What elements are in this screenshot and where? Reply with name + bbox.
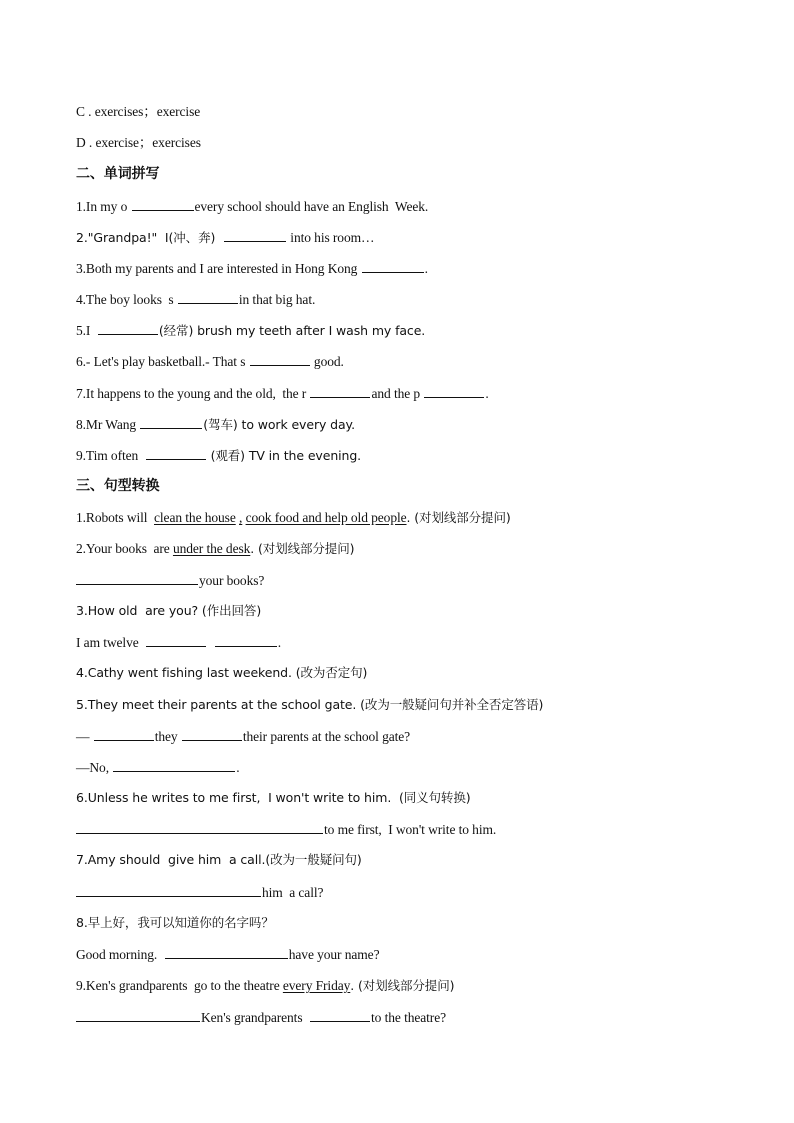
answer-blank[interactable] — [76, 883, 261, 897]
s2-question-5 — [76, 321, 425, 340]
answer-blank[interactable] — [250, 352, 310, 366]
s3q6-text: 6.Unless he writes to me first, I won't write to him. (同义句转换) — [76, 790, 471, 805]
s2q7-text-b: and the p — [371, 386, 424, 401]
s2q5-text-a: 5.I — [76, 323, 97, 338]
s2q1-text-b: every school should have an English Week. — [194, 199, 429, 214]
s3q1-underlined-1: clean the house — [154, 510, 236, 525]
answer-blank[interactable] — [146, 633, 206, 647]
s2q9-text-b: (观看) TV in the evening. — [206, 448, 362, 463]
s2q5-text-b: (经常) brush my teeth after I wash my face. — [158, 323, 426, 338]
s2-question-4 — [76, 290, 315, 309]
s3-question-5-answer-2 — [76, 758, 240, 777]
s2-question-8 — [76, 415, 355, 434]
s3q7-answer-text: him a call? — [262, 885, 324, 900]
answer-blank[interactable] — [362, 259, 424, 273]
s3-question-5 — [76, 696, 543, 714]
s2q8-text-b: (驾车) to work every day. — [203, 417, 355, 432]
s3q9-text-a: 9.Ken's grandparents go to the theatre — [76, 978, 283, 993]
s3q3-answer-text-b: . — [277, 635, 282, 650]
s3q7-text: 7.Amy should give him a call.(改为一般疑问句) — [76, 852, 362, 867]
s3-question-6-answer — [76, 820, 496, 839]
answer-blank[interactable] — [140, 415, 202, 429]
answer-blank[interactable] — [132, 197, 194, 211]
s3-question-4 — [76, 664, 367, 682]
s3-question-7 — [76, 851, 362, 869]
s3q1-text-a: 1.Robots will — [76, 510, 155, 525]
s2q4-text-b: in that big hat. — [238, 292, 316, 307]
s3q4-text: 4.Cathy went fishing last weekend. (改为否定句) — [76, 665, 368, 680]
s2-question-6 — [76, 352, 344, 371]
s3q5-text: 5.They meet their parents at the school gate. (改为一般疑问句并补全否定答语) — [76, 697, 544, 712]
option-d: D . exercise；exercises — [76, 135, 201, 150]
answer-blank[interactable] — [215, 633, 277, 647]
s3-question-1 — [76, 509, 511, 527]
s2q7-text-a: 7.It happens to the young and the old, the r — [76, 386, 310, 401]
s3-question-3-answer — [76, 633, 281, 652]
s3-question-9 — [76, 977, 454, 995]
s3-question-2 — [76, 540, 354, 558]
s3q2-text-b: . (对划线部分提问) — [250, 541, 355, 556]
answer-blank[interactable] — [224, 228, 286, 242]
answer-blank[interactable] — [182, 727, 242, 741]
s3-question-3 — [76, 602, 261, 620]
answer-blank[interactable] — [76, 1008, 200, 1022]
s3q8-answer-text-b: have your name? — [288, 947, 380, 962]
answer-blank[interactable] — [113, 758, 235, 772]
s3q9-underlined: every Friday — [282, 978, 351, 993]
section-2-title: 二、单词拼写 — [76, 166, 160, 182]
s2q3-text-b: . — [424, 261, 428, 276]
s3-question-8 — [76, 914, 274, 932]
s3-question-7-answer — [76, 883, 323, 902]
answer-blank[interactable] — [98, 321, 158, 335]
s3q9-answer-text-a: Ken's grandparents — [201, 1010, 310, 1025]
s3-question-2-answer — [76, 571, 264, 590]
s3q1-underlined-sep: , — [239, 510, 243, 525]
s2q2-text-a: 2."Grandpa!" I(冲、奔) — [76, 230, 224, 245]
s3q2-text-a: 2.Your books are — [76, 541, 173, 556]
s3q3-answer-text-a: I am twelve — [76, 635, 146, 650]
s3q5-text-c: their parents at the school gate? — [242, 729, 411, 744]
s2q8-text-a: 8.Mr Wang — [76, 417, 140, 432]
s2q3-text-a: 3.Both my parents and I are interested in Hong Kong — [76, 261, 361, 276]
s3q5-no: —No, — [76, 760, 113, 775]
s3q1-text-b: . (对划线部分提问) — [406, 510, 511, 525]
s3-question-9-answer — [76, 1008, 446, 1027]
s3q9-text-b: . (对划线部分提问) — [350, 978, 455, 993]
answer-blank[interactable] — [310, 384, 370, 398]
answer-blank[interactable] — [76, 571, 198, 585]
answer-blank[interactable] — [310, 1008, 370, 1022]
answer-blank[interactable] — [76, 820, 323, 834]
s3q1-underlined-2: cook food and help old people — [245, 510, 407, 525]
answer-blank[interactable] — [165, 945, 288, 959]
s2-question-9 — [76, 446, 361, 465]
s3q2-answer-text: your books? — [199, 573, 265, 588]
s2-question-3 — [76, 259, 428, 278]
s2q2-text-b: into his room… — [287, 230, 375, 245]
s3q5-dash: — — [76, 729, 93, 744]
s3-question-8-answer — [76, 945, 379, 964]
section-3-title: 三、句型转换 — [76, 478, 160, 494]
answer-blank[interactable] — [178, 290, 238, 304]
s2-question-7 — [76, 384, 489, 403]
s3q5-text-b: they — [154, 729, 181, 744]
s2q1-text-a: 1.In my o — [76, 199, 131, 214]
s2q9-text-a: 9.Tim often — [76, 448, 145, 463]
option-c: C . exercises；exercise — [76, 104, 201, 119]
s3-question-5-answer-1 — [76, 727, 410, 746]
s2q4-text-a: 4.The boy looks s — [76, 292, 177, 307]
answer-blank[interactable] — [94, 727, 154, 741]
s2q7-text-c: . — [485, 386, 489, 401]
s3q3-text: 3.How old are you? (作出回答) — [76, 603, 262, 618]
s3q2-underlined: under the desk — [172, 541, 251, 556]
s3q5-period: . — [236, 760, 240, 775]
s3q6-answer-text: to me first, I won't write to him. — [324, 822, 497, 837]
s3q8-text: 8.早上好，我可以知道你的名字吗？ — [76, 915, 274, 930]
answer-blank[interactable] — [146, 446, 206, 460]
answer-blank[interactable] — [424, 384, 484, 398]
s2q6-text-b: good. — [310, 354, 344, 369]
s3q9-answer-text-b: to the theatre? — [371, 1010, 446, 1025]
s3q8-answer-text-a: Good morning. — [76, 947, 164, 962]
s2-question-1 — [76, 197, 428, 216]
s2q6-text-a: 6.- Let's play basketball.- That s — [76, 354, 249, 369]
s3-question-6 — [76, 789, 471, 807]
s2-question-2 — [76, 228, 374, 247]
